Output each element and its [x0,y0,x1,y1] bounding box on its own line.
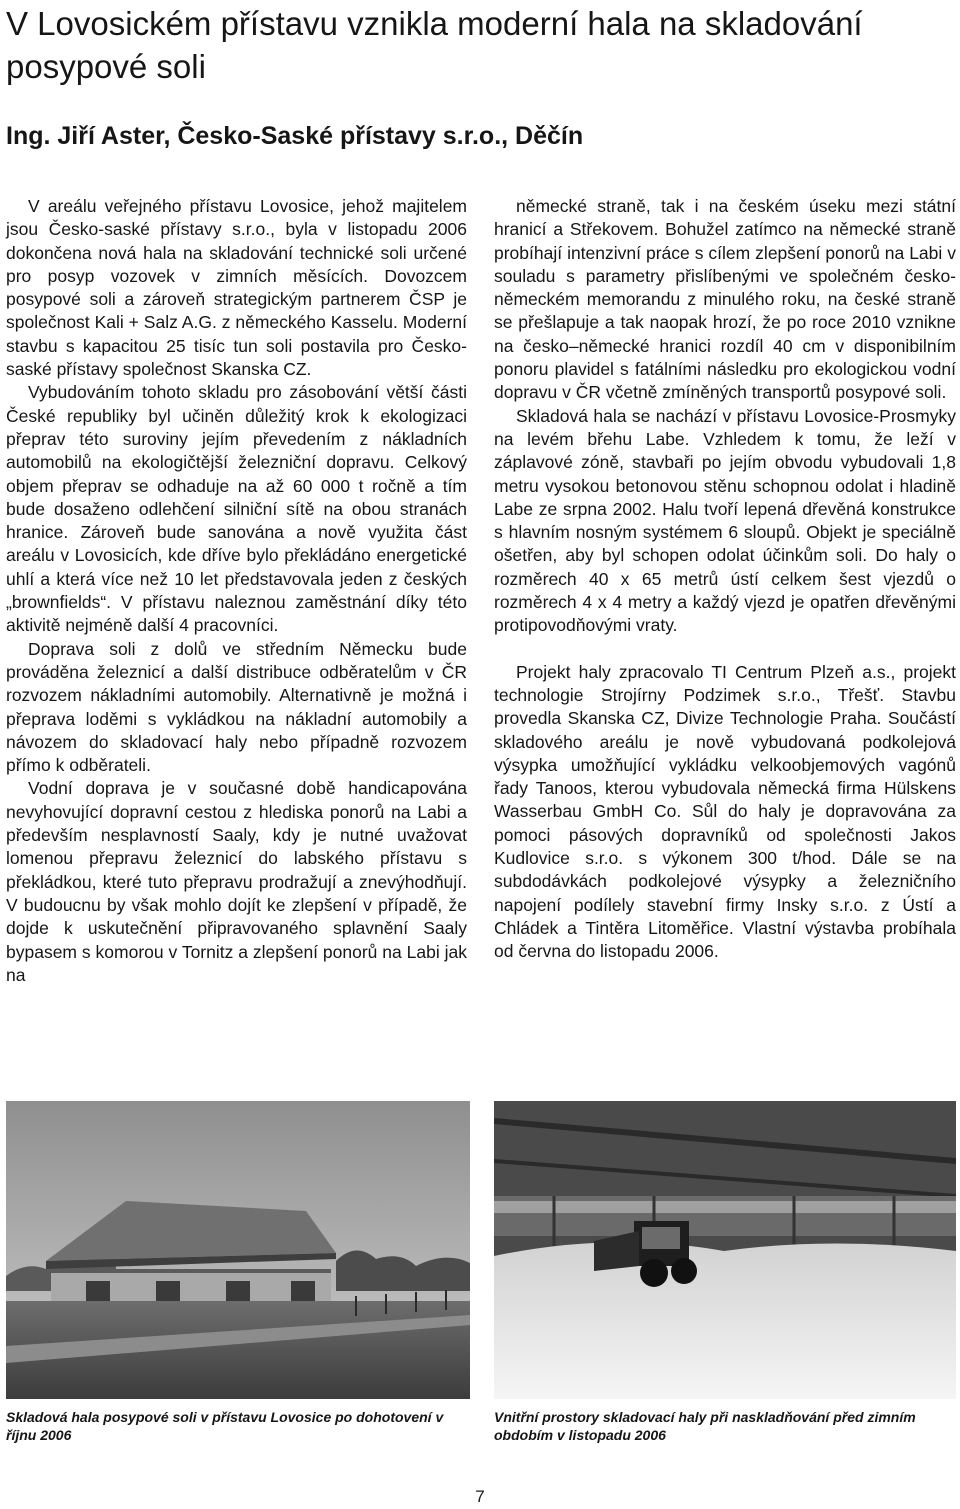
storage-hall-exterior-image [6,1101,470,1399]
paragraph: Projekt haly zpracovalo TI Centrum Plzeň a.s., projekt technologie Strojírny Podzimek s.r.o., Třešť. Stavbu provedla Skanska CZ, Divize Technologie Praha. Součástí skladového areálu je nově vybudovaná podkolejová výsypka umožňující vykládku velkoobjemových vagónů řady Tanoos, kterou vybudovala německá firma Hülskens Wasserbau GmbH Co. Sůl do haly je dopravována za pomoci pásových dopravníků od společnosti Jakos Kudlovice s.r.o. s výkonem 300 t/hod. Dále se na subdodávkách podkolejové výsypky a železničního napojení podílely stavební firmy Insky s.r.o. z Ústí a Chládek a Tintěra Litoměřice. Vlastní výstavba probíhala od června do listopadu 2006. [494,661,956,962]
left-column [6,195,467,987]
paragraph: Vodní doprava je v současné době handicapována nevyhovující dopravní cestou z hlediska ponorů na Labi a především nesplavností Saaly, kdy je nutné uvažovat lomenou přepravu železnicí do labského přístavu s překládkou, které tuto přepravu prodražují a znevýhodňují. V budoucnu by však mohlo dojít ke zlepšení v případě, že dojde k uskutečnění připravovaného splavnění Saaly bypasem s komorou v Tornitz a zlepšení ponorů na Labi jak na [6,778,467,985]
photo-storage-hall-exterior [6,1101,470,1399]
paragraph: Vybudováním tohoto skladu pro zásobování větší části České republiky byl učiněn důležitý krok k ekologizaci přeprav této suroviny jejím převedením z nákladních automobilů na ekologičtější železniční dopravu. Celkový objem přeprav se odhaduje na až 60 000 t ročně a tím bude dosaženo odlehčení silniční sítě na obou stranách hranice. Zároveň bude sanována a nově využita část areálu v Lovosicích, kde dříve bylo překládáno energetické uhlí a která více než 10 let představovala jeden z českých „brownfields“. V přístavu naleznou zaměstnání díky této aktivitě nejméně další 4 pracovníci. [6,382,467,636]
page-number: 7 [475,1487,485,1506]
storage-hall-interior-image [494,1101,956,1399]
paragraph: V areálu veřejného přístavu Lovosice, jehož majitelem jsou Česko-saské přístavy s.r.o., byla v listopadu 2006 dokončena nová hala na skladování technické soli určené pro posyp vozovek v zimních měsících. Dovozcem posypové soli a zároveň strategickým partnerem ČSP je společnost Kali + Salz A.G. z německého Kasselu. Moderní stavbu s kapacitou 25 tisíc tun soli postavila pro Česko-saské přístavy společnost Skanska CZ. [6,196,467,380]
photo-storage-hall-interior [494,1101,956,1399]
article-author: Ing. Jiří Aster, Česko-Saské přístavy s.r.o., Děčín [6,122,584,150]
paragraph: německé straně, tak i na českém úseku mezi státní hranicí a Střekovem. Bohužel zatímco na německé straně probíhají intenzivní práce s cílem zlepšení ponorů na Labi v souladu s parametry přislíbenými ve společném česko-německém memorandu z minulého roku, na české straně se přešlapuje a tak naopak hrozí, že po roce 2010 vznikne na česko–německé hranici rozdíl 40 cm v disponibilním ponoru plavidel s fatálními následku pro ekologickou vodní dopravu v ČR včetně zmíněných transportů posypové soli. [494,196,956,403]
right-column [494,195,956,964]
article-title: V Lovosickém přístavu vznikla moderní hala na skladování posypové soli [6,5,863,85]
figure-caption-left: Skladová hala posypové soli v přístavu Lovosice po dohotovení v říjnu 2006 [6,1409,444,1443]
paragraph: Doprava soli z dolů ve středním Německu bude prováděna železnicí a další distribuce odběratelům v ČR rozvozem nákladními automobily. Alternativně je možná i přeprava loděmi s vykládkou na nákladní automobily a návozem do skladovací haly nebo případně rozvozem přímo k odběrateli. [6,638,467,776]
paragraph: Skladová hala se nachází v přístavu Lovosice-Prosmyky na levém břehu Labe. Vzhledem k tomu, že leží v záplavové zóně, stavbaři po jejím obvodu vybudovali 1,8 metru vysokou betonovou stěnu schopnou odolat i hladině Labe ze srpna 2002. Halu tvoří lepená dřevěná konstrukce s hlavním nosným systémem 6 sloupů. Objekt je speciálně ošetřen, aby byl schopen odolat účinkům soli. Do haly o rozměrech 40 x 65 metrů ústí celkem šest vjezdů o rozměrech 4 x 4 metry a každý vjezd je opatřen dřevěnými protipovodňovými vraty. [494,405,956,636]
figure-caption-right: Vnitřní prostory skladovací haly při naskladňování před zimním obdobím v listopadu 2006 [494,1409,916,1443]
